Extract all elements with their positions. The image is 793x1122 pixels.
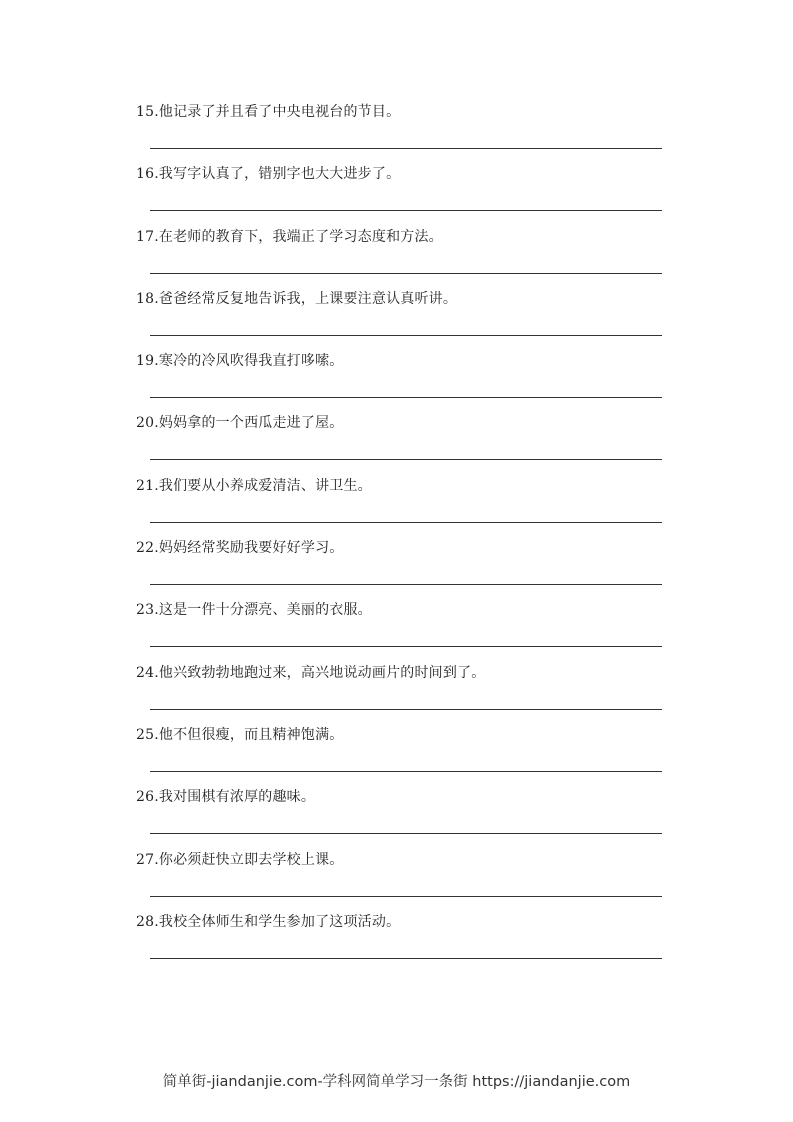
question-item-21 bbox=[0, 472, 793, 534]
question-item-25 bbox=[0, 721, 793, 783]
answer-line bbox=[150, 958, 662, 959]
question-text: 22.妈妈经常奖励我要好好学习。 bbox=[136, 540, 344, 557]
question-text: 24.他兴致勃勃地跑过来，高兴地说动画片的时间到了。 bbox=[136, 664, 486, 681]
question-item-23 bbox=[0, 596, 793, 658]
answer-line bbox=[150, 522, 662, 523]
answer-line bbox=[150, 896, 662, 897]
answer-line bbox=[150, 148, 662, 149]
question-item-15 bbox=[0, 98, 793, 160]
question-text: 19.寒冷的冷风吹得我直打哆嗦。 bbox=[136, 353, 344, 370]
question-text: 18.爸爸经常反复地告诉我，上课要注意认真听讲。 bbox=[136, 290, 458, 307]
answer-line bbox=[150, 771, 662, 772]
question-item-24 bbox=[0, 659, 793, 721]
question-text: 20.妈妈拿的一个西瓜走进了屋。 bbox=[136, 415, 344, 432]
answer-line bbox=[150, 584, 662, 585]
question-item-28 bbox=[0, 908, 793, 970]
question-item-20 bbox=[0, 409, 793, 471]
question-text: 27.你必须赶快立即去学校上课。 bbox=[136, 851, 344, 868]
question-text: 16.我写字认真了，错别字也大大进步了。 bbox=[136, 166, 401, 183]
question-item-17 bbox=[0, 223, 793, 285]
answer-line bbox=[150, 709, 662, 710]
page-footer: 简单街-jiandanjie.com-学科网简单学习一条街 https://jiandanjie.com bbox=[162, 1074, 631, 1090]
question-item-16 bbox=[0, 160, 793, 222]
question-item-18 bbox=[0, 285, 793, 347]
answer-line bbox=[150, 273, 662, 274]
question-item-19 bbox=[0, 347, 793, 409]
question-text: 25.他不但很瘦，而且精神饱满。 bbox=[136, 726, 344, 743]
answer-line bbox=[150, 646, 662, 647]
question-text: 17.在老师的教育下，我端正了学习态度和方法。 bbox=[136, 228, 443, 245]
answer-line bbox=[150, 459, 662, 460]
question-item-27 bbox=[0, 846, 793, 908]
question-list bbox=[0, 98, 793, 970]
question-item-22 bbox=[0, 534, 793, 596]
answer-line bbox=[150, 210, 662, 211]
question-text: 26.我对围棋有浓厚的趣味。 bbox=[136, 789, 316, 806]
answer-line bbox=[150, 335, 662, 336]
question-item-26 bbox=[0, 783, 793, 845]
question-text: 28.我校全体师生和学生参加了这项活动。 bbox=[136, 913, 401, 930]
answer-line bbox=[150, 397, 662, 398]
question-text: 23.这是一件十分漂亮、美丽的衣服。 bbox=[136, 602, 372, 619]
question-text: 15.他记录了并且看了中央电视台的节目。 bbox=[136, 104, 401, 120]
answer-line bbox=[150, 833, 662, 834]
question-text: 21.我们要从小养成爱清洁、讲卫生。 bbox=[136, 477, 372, 494]
